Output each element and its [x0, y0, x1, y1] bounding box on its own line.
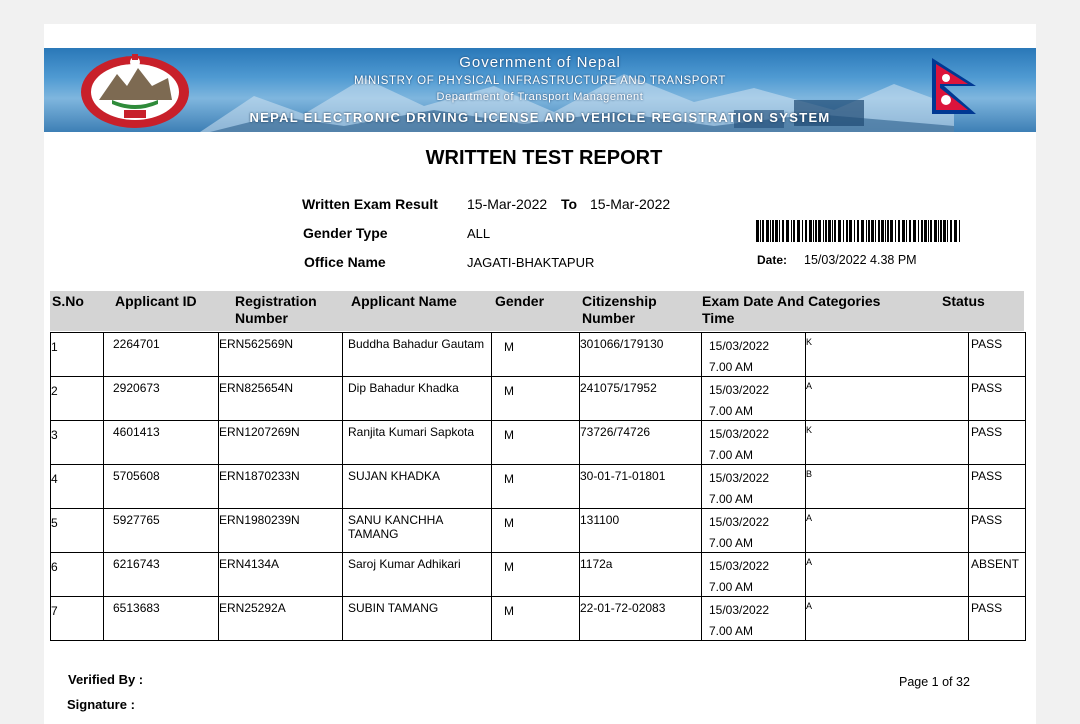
barcode-bar	[866, 220, 867, 242]
from-date: 15-Mar-2022	[467, 196, 548, 212]
barcode-bar	[934, 220, 937, 242]
cell-applicant-name	[343, 509, 492, 552]
th-status: Status	[942, 293, 985, 309]
sno-text: 5	[51, 516, 58, 530]
cell-applicant-name	[343, 421, 492, 464]
citizenship-text: 30-01-71-01801	[580, 469, 666, 483]
barcode-bar	[762, 220, 764, 242]
barcode-bar	[825, 220, 827, 242]
cell-gender	[492, 377, 580, 420]
exam-date-text: 15/03/2022	[709, 383, 770, 397]
cell-status	[969, 377, 1025, 420]
exam-result-label: Written Exam Result	[302, 196, 438, 212]
cell-applicant-id	[104, 509, 219, 552]
sno-text: 7	[51, 604, 58, 618]
barcode-bar	[895, 220, 896, 242]
barcode-bar	[791, 220, 792, 242]
cell-registration	[219, 421, 343, 464]
cell-status	[969, 333, 1025, 376]
cell-registration	[219, 509, 343, 552]
registration-text: ERN25292A	[219, 601, 286, 615]
barcode-bar	[928, 220, 929, 242]
category-text: A	[806, 557, 813, 567]
barcode-bar	[938, 220, 939, 242]
citizenship-text: 241075/17952	[580, 381, 657, 395]
barcode-bar	[802, 220, 803, 242]
registration-text: ERN1870233N	[219, 469, 300, 483]
barcode-bar	[947, 220, 948, 242]
cell-applicant-name	[343, 597, 492, 640]
barcode-bar	[815, 220, 817, 242]
applicant-id-text: 5705608	[113, 469, 160, 483]
category-text: A	[806, 601, 813, 611]
category-text: K	[806, 337, 813, 347]
th-citizenship-line2: Number	[582, 310, 635, 326]
table-row	[51, 509, 1025, 553]
signature-label: Signature :	[67, 697, 135, 712]
barcode-bar	[843, 220, 844, 242]
barcode-bar	[930, 220, 932, 242]
barcode-bar	[775, 220, 778, 242]
cell-gender	[492, 509, 580, 552]
status-text: PASS	[971, 513, 1003, 527]
cell-applicant-id	[104, 377, 219, 420]
barcode-bar	[854, 220, 855, 242]
applicant-name-text: Saroj Kumar Adhikari	[348, 557, 461, 571]
barcode-bar	[861, 220, 864, 242]
barcode-bar	[756, 220, 759, 242]
applicant-name-text: SUJAN KHADKA	[348, 469, 441, 483]
barcode-bar	[898, 220, 900, 242]
barcode-bar	[793, 220, 795, 242]
date-value: 15/03/2022 4.38 PM	[804, 253, 917, 267]
barcode-bar	[760, 220, 761, 242]
barcode-bar	[779, 220, 780, 242]
sno-text: 4	[51, 472, 58, 486]
cell-citizenship	[580, 333, 702, 376]
table-row	[51, 421, 1025, 465]
th-applicant-name: Applicant Name	[351, 293, 457, 309]
cell-citizenship	[580, 377, 702, 420]
barcode-bar	[906, 220, 907, 242]
cell-citizenship	[580, 553, 702, 596]
cell-applicant-id	[104, 597, 219, 640]
cell-exam-time	[702, 597, 806, 640]
exam-time-text: 7.00 AM	[709, 448, 754, 462]
cell-category	[806, 553, 969, 596]
barcode-bar	[881, 220, 884, 242]
cell-sno	[51, 597, 104, 640]
applicant-id-text: 5927765	[113, 513, 160, 527]
date-label: Date:	[757, 253, 788, 267]
citizenship-text: 301066/179130	[580, 337, 664, 351]
th-registration	[235, 293, 317, 327]
cell-sno	[51, 465, 104, 508]
cell-applicant-id	[104, 421, 219, 464]
gender-type-value: ALL	[467, 226, 491, 241]
th-citizenship	[582, 293, 657, 327]
cell-registration	[219, 377, 343, 420]
category-text: A	[806, 513, 813, 523]
barcode-bar	[828, 220, 831, 242]
barcode-bar	[871, 220, 874, 242]
barcode-bar	[770, 220, 771, 242]
exam-date-text: 15/03/2022	[709, 515, 770, 529]
barcode-bar	[890, 220, 893, 242]
barcode-bar	[832, 220, 833, 242]
applicant-id-text: 6513683	[113, 601, 160, 615]
cell-sno	[51, 509, 104, 552]
sno-text: 2	[51, 384, 58, 398]
barcode-bar	[857, 220, 859, 242]
cell-exam-time	[702, 465, 806, 508]
barcode-bar	[887, 220, 889, 242]
gender-text: M	[504, 472, 514, 486]
cell-status	[969, 509, 1025, 552]
cell-applicant-id	[104, 553, 219, 596]
cell-registration	[219, 553, 343, 596]
barcode-bar	[834, 220, 836, 242]
th-citizenship-line1: Citizenship	[582, 293, 657, 309]
gender-type-label: Gender Type	[303, 225, 388, 241]
barcode-bar	[782, 220, 784, 242]
exam-time-text: 7.00 AM	[709, 580, 754, 594]
sno-text: 3	[51, 428, 58, 442]
status-text: PASS	[971, 337, 1003, 351]
registration-text: ERN1980239N	[219, 513, 300, 527]
barcode-bar	[918, 220, 919, 242]
cell-category	[806, 509, 969, 552]
barcode-bar	[902, 220, 905, 242]
barcode-bar	[940, 220, 942, 242]
barcode-bar	[950, 220, 952, 242]
barcode-bar	[786, 220, 789, 242]
sno-text: 6	[51, 560, 58, 574]
status-text: PASS	[971, 469, 1003, 483]
header-banner	[44, 48, 1036, 132]
barcode-bar	[818, 220, 821, 242]
cell-applicant-id	[104, 465, 219, 508]
cell-registration	[219, 333, 343, 376]
header-ministry: MINISTRY OF PHYSICAL INFRASTRUCTURE AND TRANSPORT	[354, 75, 726, 87]
cell-status	[969, 421, 1025, 464]
applicant-name-text: SUBIN TAMANG	[348, 601, 439, 615]
exam-time-text: 7.00 AM	[709, 536, 754, 550]
barcode-bar	[954, 220, 957, 242]
exam-time-text: 7.00 AM	[709, 492, 754, 506]
cell-registration	[219, 465, 343, 508]
applicant-name-text: Ranjita Kumari Sapkota	[348, 425, 475, 439]
cell-applicant-name	[343, 553, 492, 596]
barcode-bar	[823, 220, 824, 242]
barcode-bar	[913, 220, 916, 242]
applicant-id-text: 2920673	[113, 381, 160, 395]
category-text: K	[806, 425, 813, 435]
cell-exam-time	[702, 553, 806, 596]
barcode-bar	[809, 220, 812, 242]
applicant-name-text: SANU KANCHHA TAMANG	[348, 513, 443, 541]
barcode-bar	[959, 220, 960, 242]
th-registration-line2: Number	[235, 310, 288, 326]
category-text: A	[806, 381, 813, 391]
gender-text: M	[504, 516, 514, 530]
results-table	[50, 332, 1026, 641]
gender-text: M	[504, 428, 514, 442]
cell-exam-time	[702, 333, 806, 376]
applicant-name-text: Buddha Bahadur Gautam	[348, 337, 485, 351]
verified-by-label: Verified By :	[68, 672, 144, 687]
barcode-bar	[766, 220, 769, 242]
sno-text: 1	[51, 340, 58, 354]
header-government: Government of Nepal	[459, 54, 621, 71]
gender-text: M	[504, 560, 514, 574]
exam-time-text: 7.00 AM	[709, 360, 754, 374]
cell-citizenship	[580, 421, 702, 464]
cell-gender	[492, 553, 580, 596]
header-system: NEPAL ELECTRONIC DRIVING LICENSE AND VEHICLE REGISTRATION SYSTEM	[249, 110, 831, 125]
cell-category	[806, 377, 969, 420]
registration-text: ERN4134A	[219, 557, 280, 571]
gender-text: M	[504, 384, 514, 398]
barcode-bar	[875, 220, 876, 242]
office-name-label: Office Name	[304, 254, 386, 270]
report-page	[44, 24, 1036, 724]
barcode-bar	[924, 220, 927, 242]
cell-status	[969, 465, 1025, 508]
table-row	[51, 597, 1025, 640]
gender-text: M	[504, 340, 514, 354]
th-sno: S.No	[52, 293, 84, 309]
cell-citizenship	[580, 509, 702, 552]
cell-exam-time	[702, 377, 806, 420]
barcode-bar	[846, 220, 848, 242]
cell-exam-time	[702, 509, 806, 552]
cell-registration	[219, 597, 343, 640]
barcode-bar	[878, 220, 880, 242]
th-applicant-id: Applicant ID	[115, 293, 197, 309]
status-text: PASS	[971, 381, 1003, 395]
cell-applicant-id	[104, 333, 219, 376]
status-text: PASS	[971, 601, 1003, 615]
nepal-flag-icon	[930, 56, 980, 116]
registration-text: ERN825654N	[219, 381, 294, 395]
exam-date-text: 15/03/2022	[709, 559, 770, 573]
exam-date-text: 15/03/2022	[709, 603, 770, 617]
report-title: WRITTEN TEST REPORT	[425, 147, 663, 169]
table-row	[51, 465, 1025, 509]
th-exam-line2: Time	[702, 310, 735, 326]
barcode-icon	[756, 220, 960, 242]
cell-sno	[51, 421, 104, 464]
applicant-id-text: 4601413	[113, 425, 160, 439]
applicant-id-text: 2264701	[113, 337, 160, 351]
to-label: To	[561, 196, 578, 212]
status-text: PASS	[971, 425, 1003, 439]
cell-status	[969, 553, 1025, 596]
barcode-bar	[838, 220, 841, 242]
barcode-bar	[772, 220, 774, 242]
table-row	[51, 377, 1025, 421]
barcode-bar	[813, 220, 814, 242]
barcode-bar	[868, 220, 870, 242]
th-gender: Gender	[495, 293, 545, 309]
cell-sno	[51, 553, 104, 596]
cell-applicant-name	[343, 377, 492, 420]
cell-gender	[492, 465, 580, 508]
cell-category	[806, 333, 969, 376]
cell-category	[806, 421, 969, 464]
applicant-name-text: Dip Bahadur Khadka	[348, 381, 459, 395]
barcode-bar	[797, 220, 800, 242]
page-number: Page 1 of 32	[899, 675, 970, 689]
citizenship-text: 73726/74726	[580, 425, 651, 439]
citizenship-text: 131100	[580, 513, 620, 527]
citizenship-text: 22-01-72-02083	[580, 601, 666, 615]
cell-category	[806, 597, 969, 640]
cell-sno	[51, 333, 104, 376]
th-exam-line1: Exam Date And Categories	[702, 293, 881, 309]
cell-gender	[492, 597, 580, 640]
barcode-bar	[909, 220, 911, 242]
category-text: B	[806, 469, 813, 479]
exam-time-text: 7.00 AM	[709, 624, 754, 638]
barcode-bar	[943, 220, 946, 242]
cell-citizenship	[580, 597, 702, 640]
barcode-bar	[849, 220, 852, 242]
applicant-id-text: 6216743	[113, 557, 160, 571]
exam-date-text: 15/03/2022	[709, 427, 770, 441]
registration-text: ERN562569N	[219, 337, 294, 351]
cell-citizenship	[580, 465, 702, 508]
status-text: ABSENT	[971, 557, 1020, 571]
cell-sno	[51, 377, 104, 420]
table-header	[50, 291, 1024, 331]
barcode-bar	[921, 220, 923, 242]
header-department: Department of Transport Management	[436, 91, 644, 103]
cell-applicant-name	[343, 465, 492, 508]
barcode-bar	[805, 220, 807, 242]
cell-gender	[492, 421, 580, 464]
exam-date-text: 15/03/2022	[709, 471, 770, 485]
table-row	[51, 333, 1025, 377]
to-date: 15-Mar-2022	[590, 196, 671, 212]
citizenship-text: 1172a	[580, 557, 613, 571]
exam-time-text: 7.00 AM	[709, 404, 754, 418]
cell-gender	[492, 333, 580, 376]
office-name-value: JAGATI-BHAKTAPUR	[467, 255, 595, 270]
cell-status	[969, 597, 1025, 640]
th-exam	[702, 293, 880, 327]
registration-text: ERN1207269N	[219, 425, 300, 439]
cell-exam-time	[702, 421, 806, 464]
table-row	[51, 553, 1025, 597]
cell-applicant-name	[343, 333, 492, 376]
cell-category	[806, 465, 969, 508]
barcode-bar	[885, 220, 886, 242]
exam-date-text: 15/03/2022	[709, 339, 770, 353]
gender-text: M	[504, 604, 514, 618]
th-registration-line1: Registration	[235, 293, 317, 309]
